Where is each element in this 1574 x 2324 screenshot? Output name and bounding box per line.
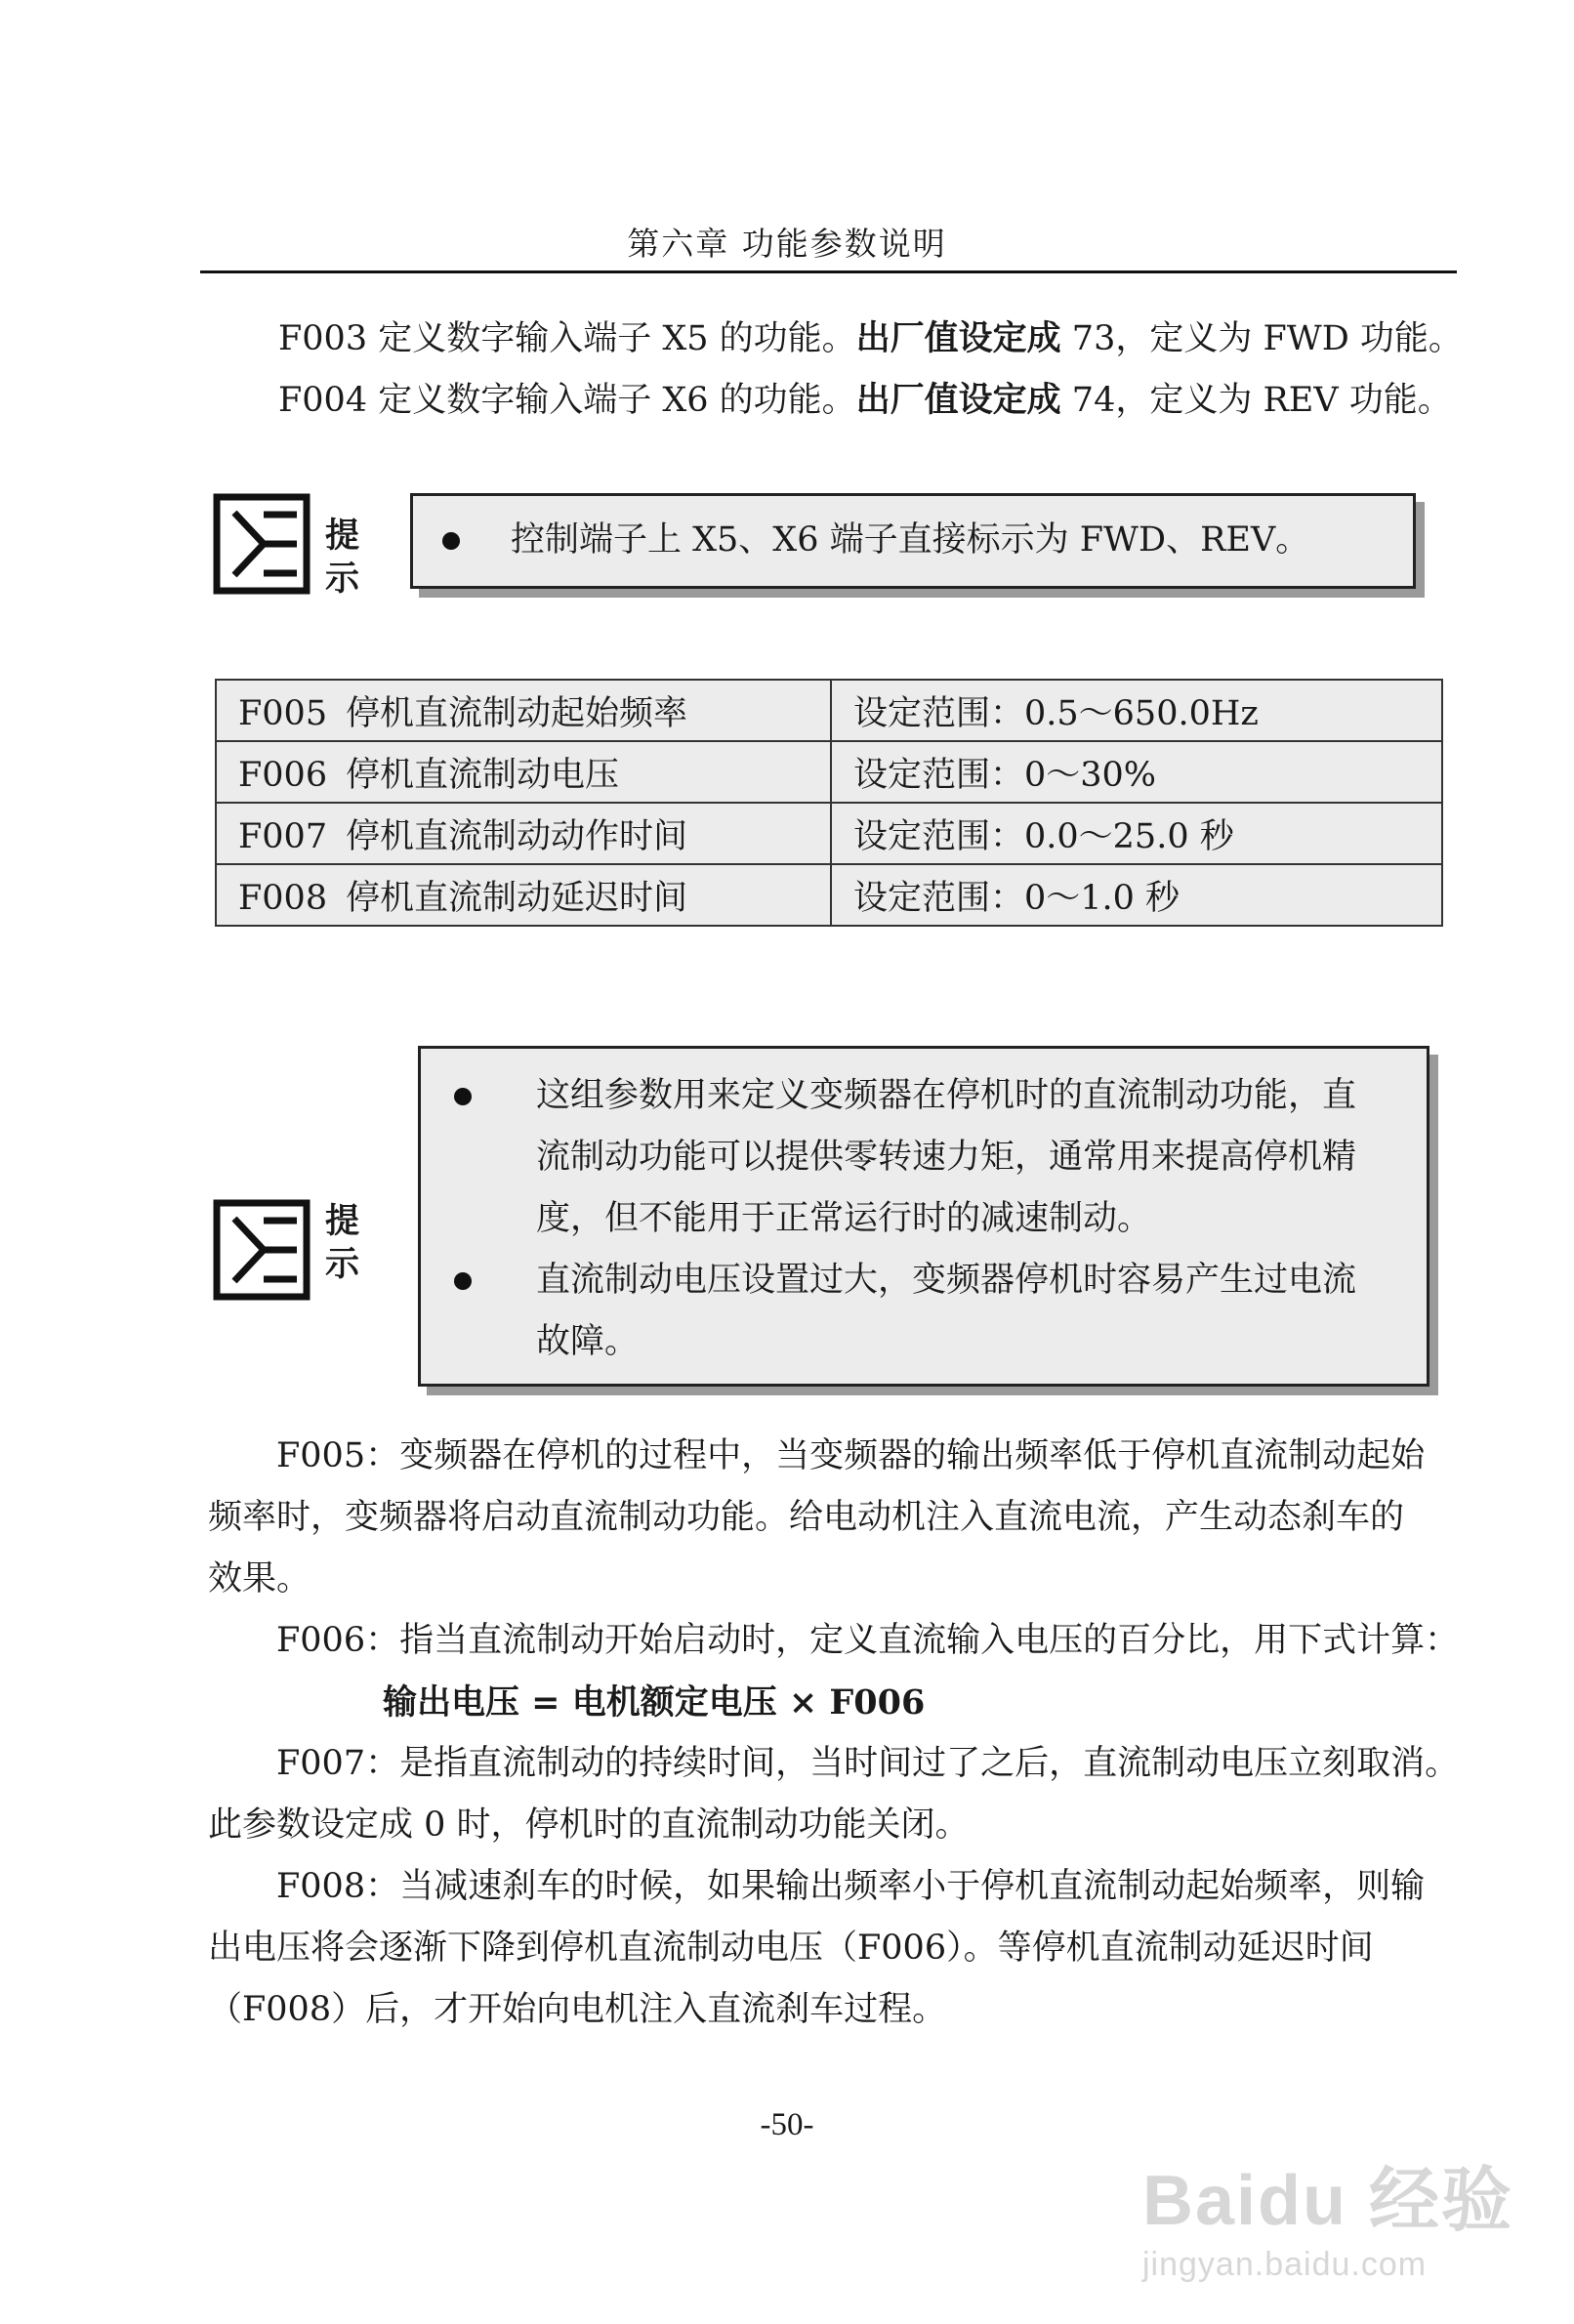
range-cell: 设定范围：0.5～650.0Hz xyxy=(831,680,1442,741)
f008-line3: （F008）后，才开始向电机注入直流刹车过程。 xyxy=(208,1990,947,2029)
param-cell: F006 停机直流制动电压 xyxy=(216,741,831,803)
f006-line: F006：指当直流制动开始启动时，定义直流输入电压的百分比，用下式计算： xyxy=(276,1621,1460,1660)
tip2-box xyxy=(418,1046,1429,1387)
tip-book-icon xyxy=(213,493,311,595)
table-row xyxy=(216,803,1442,864)
bullet-dot xyxy=(454,1272,472,1290)
f007-line2: 此参数设定成 0 时，停机时的直流制动功能关闭。 xyxy=(208,1805,970,1845)
chapter-title: 第六章 功能参数说明 xyxy=(627,225,947,263)
tip1-box xyxy=(410,493,1416,589)
formula: 输出电压 = 电机额定电压 × F006 xyxy=(383,1682,926,1722)
page-number: -50- xyxy=(760,2107,814,2142)
table-row xyxy=(216,864,1442,926)
table-row xyxy=(216,680,1442,741)
f007-line1: F007：是指直流制动的持续时间，当时间过了之后，直流制动电压立刻取消。 xyxy=(276,1744,1460,1783)
bullet-dot xyxy=(442,532,460,550)
f005-line3: 效果。 xyxy=(208,1559,311,1598)
range-cell: 设定范围：0～1.0 秒 xyxy=(831,864,1442,926)
bullet-dot xyxy=(454,1088,472,1105)
range-cell: 设定范围：0～30% xyxy=(831,741,1442,803)
tip-label-bottom: 示 xyxy=(325,1244,360,1284)
range-cell: 设定范围：0.0～25.0 秒 xyxy=(831,803,1442,864)
tip1-text: 控制端子上 X5、X6 端子直接标示为 FWD、REV。 xyxy=(511,520,1310,560)
tip2-bullet2-line2: 故障。 xyxy=(536,1322,640,1361)
tip2-bullet1-line2: 流制动功能可以提供零转速力矩，通常用来提高停机精 xyxy=(536,1138,1357,1177)
param-cell: F007 停机直流制动动作时间 xyxy=(216,803,831,864)
intro-line-f004: F004 定义数字输入端子 X6 的功能。出厂值设定成 74，定义为 REV 功能。 xyxy=(278,380,1452,420)
watermark-url: jingyan.baidu.com xyxy=(1142,2246,1428,2283)
param-cell: F005 停机直流制动起始频率 xyxy=(216,680,831,741)
intro-line-f003: F003 定义数字输入端子 X5 的功能。出厂值设定成 73，定义为 FWD 功能。 xyxy=(278,318,1463,358)
f008-line1: F008：当减速刹车的时候，如果输出频率小于停机直流制动起始频率，则输 xyxy=(276,1867,1426,1906)
parameter-table xyxy=(215,679,1443,927)
tip2-bullet1-line1: 这组参数用来定义变频器在停机时的直流制动功能，直 xyxy=(536,1076,1357,1115)
tip-label-top: 提 xyxy=(325,516,360,556)
tip-book-icon xyxy=(213,1199,311,1301)
param-cell: F008 停机直流制动延迟时间 xyxy=(216,864,831,926)
watermark-logo: Baidu 经验 xyxy=(1142,2162,1514,2240)
tip-label-top: 提 xyxy=(325,1201,360,1241)
f008-line2: 出电压将会逐渐下降到停机直流制动电压（F006）。等停机直流制动延迟时间 xyxy=(208,1929,1374,1968)
tip2-bullet2-line1: 直流制动电压设置过大，变频器停机时容易产生过电流 xyxy=(536,1261,1357,1300)
table-row xyxy=(216,741,1442,803)
tip2-bullet1-line3: 度，但不能用于正常运行时的减速制动。 xyxy=(536,1199,1152,1238)
f005-line1: F005：变频器在停机的过程中，当变频器的输出频率低于停机直流制动起始 xyxy=(276,1436,1426,1475)
f005-line2: 频率时，变频器将启动直流制动功能。给电动机注入直流电流，产生动态刹车的 xyxy=(208,1498,1405,1537)
tip-label-bottom: 示 xyxy=(325,559,360,599)
header-rule xyxy=(200,270,1457,273)
